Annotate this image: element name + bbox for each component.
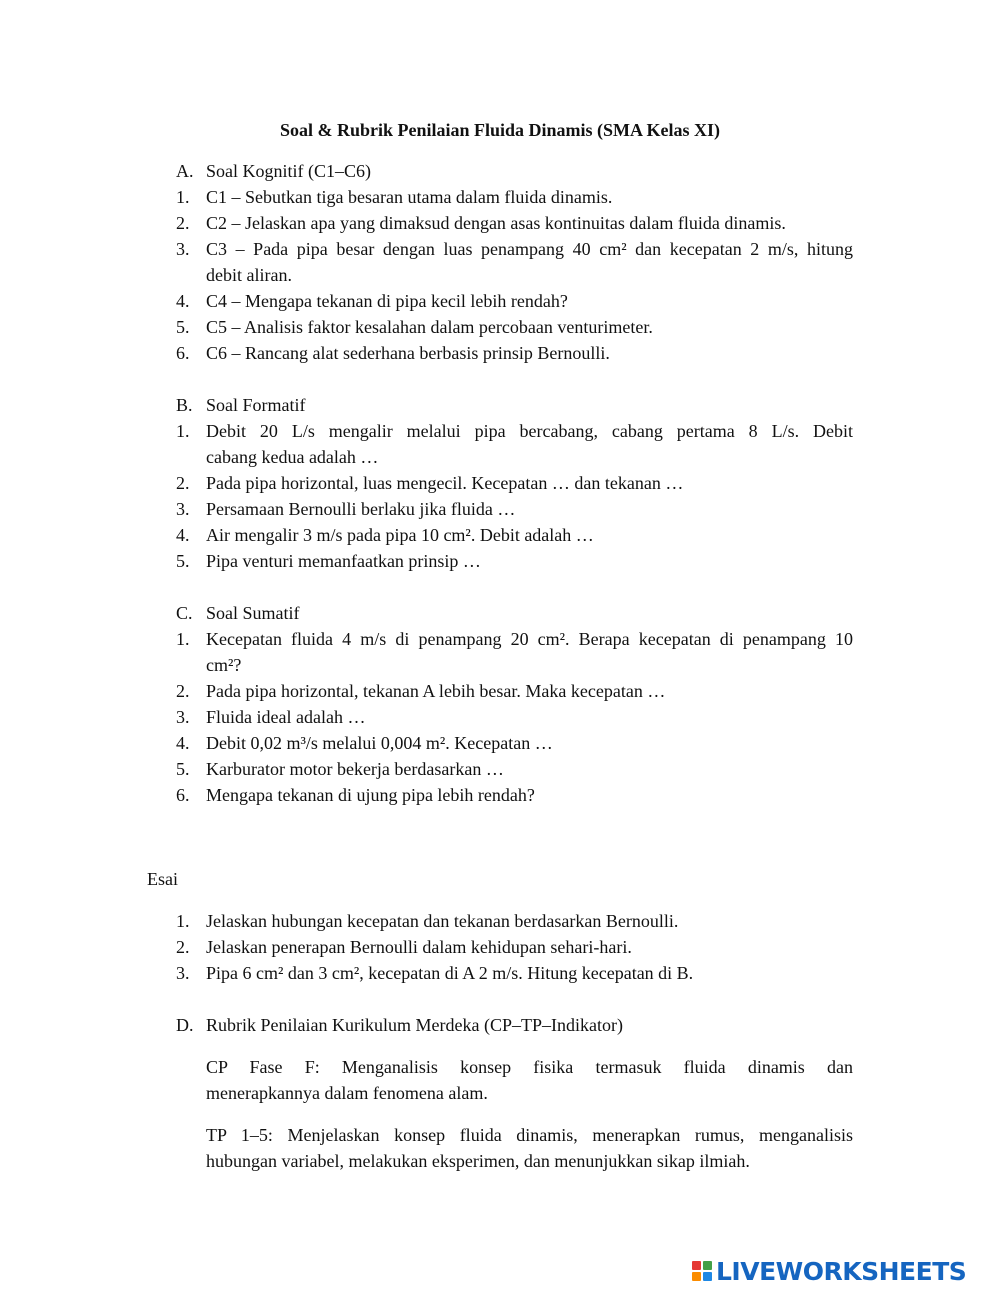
item-text: Pada pipa horizontal, luas mengecil. Kecepatan … dan tekanan … [206,473,684,493]
item-number: 3. [176,707,190,727]
section-b-heading [0,392,1000,418]
paragraph-text: menerapkannya dalam fenomena alam. [206,1083,488,1103]
item-number: 6. [176,343,190,363]
section-marker: D. [176,1015,194,1035]
item-number: 4. [176,525,190,545]
item-number: 5. [176,759,190,779]
list-item [0,522,1000,548]
item-number: 2. [176,681,190,701]
item-number: 1. [176,629,190,649]
item-number: 1. [176,421,190,441]
section-marker: B. [176,395,193,415]
tp-paragraph-line [0,1148,1000,1174]
list-item [0,496,1000,522]
item-number: 5. [176,551,190,571]
section-d-heading [0,1012,1000,1038]
section-heading: Soal Formatif [206,395,306,415]
list-item [0,236,1000,262]
list-item [0,782,1000,808]
list-item [0,730,1000,756]
list-item-continuation [0,652,1000,678]
item-number: 6. [176,785,190,805]
item-number: 2. [176,937,190,957]
item-text: cabang kedua adalah … [206,447,379,467]
section-marker: C. [176,603,193,623]
list-item [0,418,1000,444]
item-number: 3. [176,499,190,519]
item-text: C1 – Sebutkan tiga besaran utama dalam fluida dinamis. [206,187,613,207]
item-number: 2. [176,213,190,233]
item-text: Pipa venturi memanfaatkan prinsip … [206,551,481,571]
item-text: Mengapa tekanan di ujung pipa lebih rendah? [206,785,535,805]
section-heading: Soal Kognitif (C1–C6) [206,161,371,181]
item-number: 3. [176,239,190,259]
logo-text: LIVEWORKSHEETS [716,1256,967,1286]
list-item [0,314,1000,340]
list-item [0,288,1000,314]
paragraph-text: hubungan variabel, melakukan eksperimen, dan menunjukkan sikap ilmiah. [206,1151,750,1171]
item-text: C2 – Jelaskan apa yang dimaksud dengan asas kontinuitas dalam fluida dinamis. [206,213,786,233]
logo-square [692,1261,701,1270]
item-text: C6 – Rancang alat sederhana berbasis prinsip Bernoulli. [206,343,610,363]
cp-paragraph-line [0,1080,1000,1106]
item-text: Fluida ideal adalah … [206,707,366,727]
paragraph-text: CP Fase F: Menganalisis konsep fisika termasuk fluida dinamis dan [206,1057,853,1077]
list-item [0,626,1000,652]
item-number: 3. [176,963,190,983]
item-number: 5. [176,317,190,337]
list-item [0,756,1000,782]
list-item [0,678,1000,704]
item-text: Karburator motor bekerja berdasarkan … [206,759,504,779]
item-text: Jelaskan hubungan kecepatan dan tekanan berdasarkan Bernoulli. [206,911,679,931]
section-a-heading [0,158,1000,184]
list-item [0,340,1000,366]
logo-square [703,1261,712,1270]
list-item [0,210,1000,236]
esai-heading [0,866,1000,892]
item-number: 4. [176,291,190,311]
item-text: Jelaskan penerapan Bernoulli dalam kehidupan sehari-hari. [206,937,632,957]
tp-paragraph-line [0,1122,1000,1148]
liveworksheets-logo [692,1256,992,1286]
item-text: Pada pipa horizontal, tekanan A lebih besar. Maka kecepatan … [206,681,666,701]
item-number: 2. [176,473,190,493]
item-text: Air mengalir 3 m/s pada pipa 10 cm². Debit adalah … [206,525,594,545]
item-text: Kecepatan fluida 4 m/s di penampang 20 cm². Berapa kecepatan di penampang 10 [206,629,853,649]
list-item [0,548,1000,574]
logo-squares-icon [692,1261,712,1281]
item-text: Persamaan Bernoulli berlaku jika fluida … [206,499,516,519]
item-text: cm²? [206,655,242,675]
item-text: C4 – Mengapa tekanan di pipa kecil lebih rendah? [206,291,568,311]
item-number: 4. [176,733,190,753]
item-text: Debit 20 L/s mengalir melalui pipa bercabang, cabang pertama 8 L/s. Debit [206,421,853,441]
item-text: Debit 0,02 m³/s melalui 0,004 m². Kecepatan … [206,733,553,753]
list-item [0,934,1000,960]
logo-square [703,1272,712,1281]
section-c-heading [0,600,1000,626]
list-item [0,908,1000,934]
item-text: Pipa 6 cm² dan 3 cm², kecepatan di A 2 m/s. Hitung kecepatan di B. [206,963,694,983]
cp-paragraph-line [0,1054,1000,1080]
list-item [0,960,1000,986]
list-item [0,704,1000,730]
section-marker: A. [176,161,194,181]
item-number: 1. [176,911,190,931]
section-heading: Soal Sumatif [206,603,300,623]
item-text: C3 – Pada pipa besar dengan luas penampang 40 cm² dan kecepatan 2 m/s, hitung [206,239,853,259]
section-heading: Esai [147,869,178,889]
paragraph-text: TP 1–5: Menjelaskan konsep fluida dinamis, menerapkan rumus, menganalisis [206,1125,853,1145]
list-item [0,184,1000,210]
page-title: Soal & Rubrik Penilaian Fluida Dinamis (SMA Kelas XI) [279,120,721,140]
item-text: debit aliran. [206,265,292,285]
section-heading: Rubrik Penilaian Kurikulum Merdeka (CP–TP–Indikator) [206,1015,623,1035]
list-item [0,470,1000,496]
list-item-continuation [0,262,1000,288]
item-number: 1. [176,187,190,207]
list-item-continuation [0,444,1000,470]
item-text: C5 – Analisis faktor kesalahan dalam percobaan venturimeter. [206,317,653,337]
logo-square [692,1272,701,1281]
